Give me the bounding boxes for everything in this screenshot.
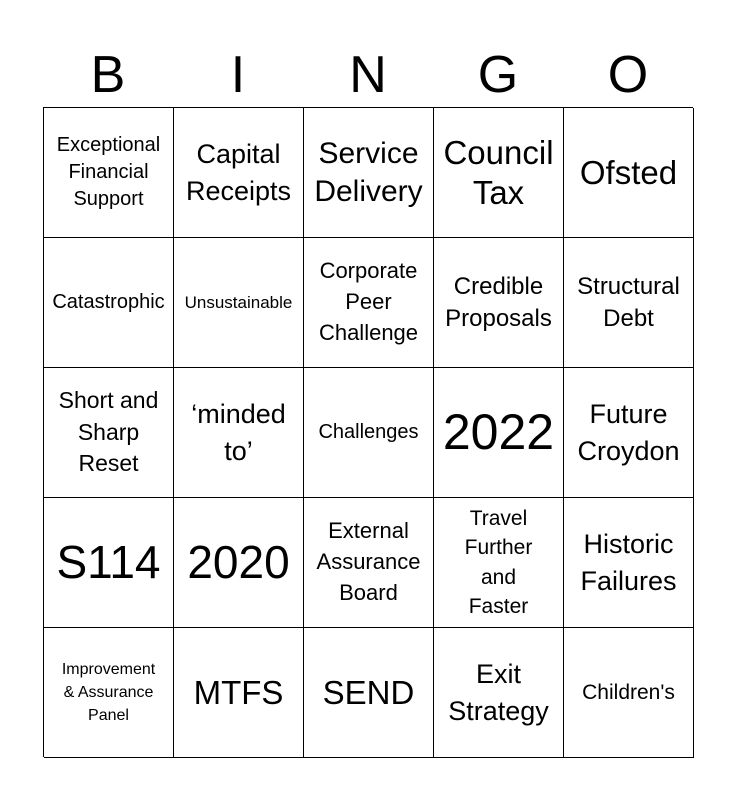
cell-text: External Assurance Board (316, 518, 421, 605)
bingo-cell-r1-c1[interactable] (44, 108, 174, 238)
cell-text: Future Croydon (577, 399, 680, 466)
bingo-cell-r2-c4[interactable] (434, 238, 564, 368)
cell-text: Exit Strategy (448, 659, 549, 726)
bingo-cell-r3-c1[interactable] (44, 368, 174, 498)
cell-text: Service Delivery (314, 137, 423, 208)
cell-text: Challenges (318, 421, 419, 443)
cell-text: Credible Proposals (445, 272, 552, 332)
bingo-cell-r3-c2[interactable] (174, 368, 304, 498)
bingo-cell-r5-c4[interactable] (434, 628, 564, 758)
cell-text: Structural Debt (577, 272, 680, 332)
bingo-cell-r2-c1[interactable] (44, 238, 174, 368)
cell-text: SEND (322, 673, 415, 711)
bingo-cell-r5-c3[interactable] (304, 628, 434, 758)
cell-text: Unsustainable (184, 292, 293, 312)
cell-text: Short and Sharp Reset (58, 386, 159, 477)
bingo-cell-r5-c5[interactable] (564, 628, 694, 758)
cell-text: Ofsted (579, 153, 678, 191)
bingo-cell-r5-c1[interactable] (44, 628, 174, 758)
cell-text: MTFS (193, 673, 284, 711)
header-letter-n: N (349, 46, 387, 104)
cell-text: 2022 (442, 404, 555, 460)
cell-text: S114 (56, 536, 161, 589)
bingo-header (43, 44, 693, 106)
bingo-cell-r5-c2[interactable] (174, 628, 304, 758)
bingo-cell-r1-c5[interactable] (564, 108, 694, 238)
bingo-cell-r3-c3[interactable] (304, 368, 434, 498)
bingo-cell-r2-c3[interactable] (304, 238, 434, 368)
cell-text: Historic Failures (580, 529, 677, 596)
bingo-cell-r4-c1[interactable] (44, 498, 174, 628)
cell-text: Children's (582, 680, 675, 704)
bingo-cell-r4-c5[interactable] (564, 498, 694, 628)
cell-text: Travel Further and Faster (464, 506, 533, 618)
bingo-cell-r1-c2[interactable] (174, 108, 304, 238)
header-letter-o: O (607, 46, 649, 104)
bingo-grid (43, 107, 693, 757)
header-letter-b: B (90, 46, 126, 104)
bingo-cell-r2-c5[interactable] (564, 238, 694, 368)
bingo-cell-r4-c4[interactable] (434, 498, 564, 628)
cell-text: Exceptional Financial Support (56, 134, 161, 210)
bingo-cell-r1-c4[interactable] (434, 108, 564, 238)
cell-text: Council Tax (443, 133, 554, 211)
cell-text: 2020 (187, 536, 290, 589)
header-letter-i: I (230, 46, 246, 104)
cell-text: Catastrophic (52, 291, 165, 313)
cell-text: Corporate Peer Challenge (318, 258, 419, 345)
bingo-cell-r3-c5[interactable] (564, 368, 694, 498)
bingo-cell-r1-c3[interactable] (304, 108, 434, 238)
bingo-cell-r2-c2[interactable] (174, 238, 304, 368)
bingo-cell-r4-c2[interactable] (174, 498, 304, 628)
cell-text: ‘minded to’ (191, 399, 286, 466)
cell-text: Capital Receipts (185, 139, 292, 206)
bingo-cell-r3-c4[interactable] (434, 368, 564, 498)
cell-text: Improvement & Assurance Panel (61, 660, 156, 725)
bingo-cell-r4-c3[interactable] (304, 498, 434, 628)
header-letter-g: G (477, 46, 519, 104)
